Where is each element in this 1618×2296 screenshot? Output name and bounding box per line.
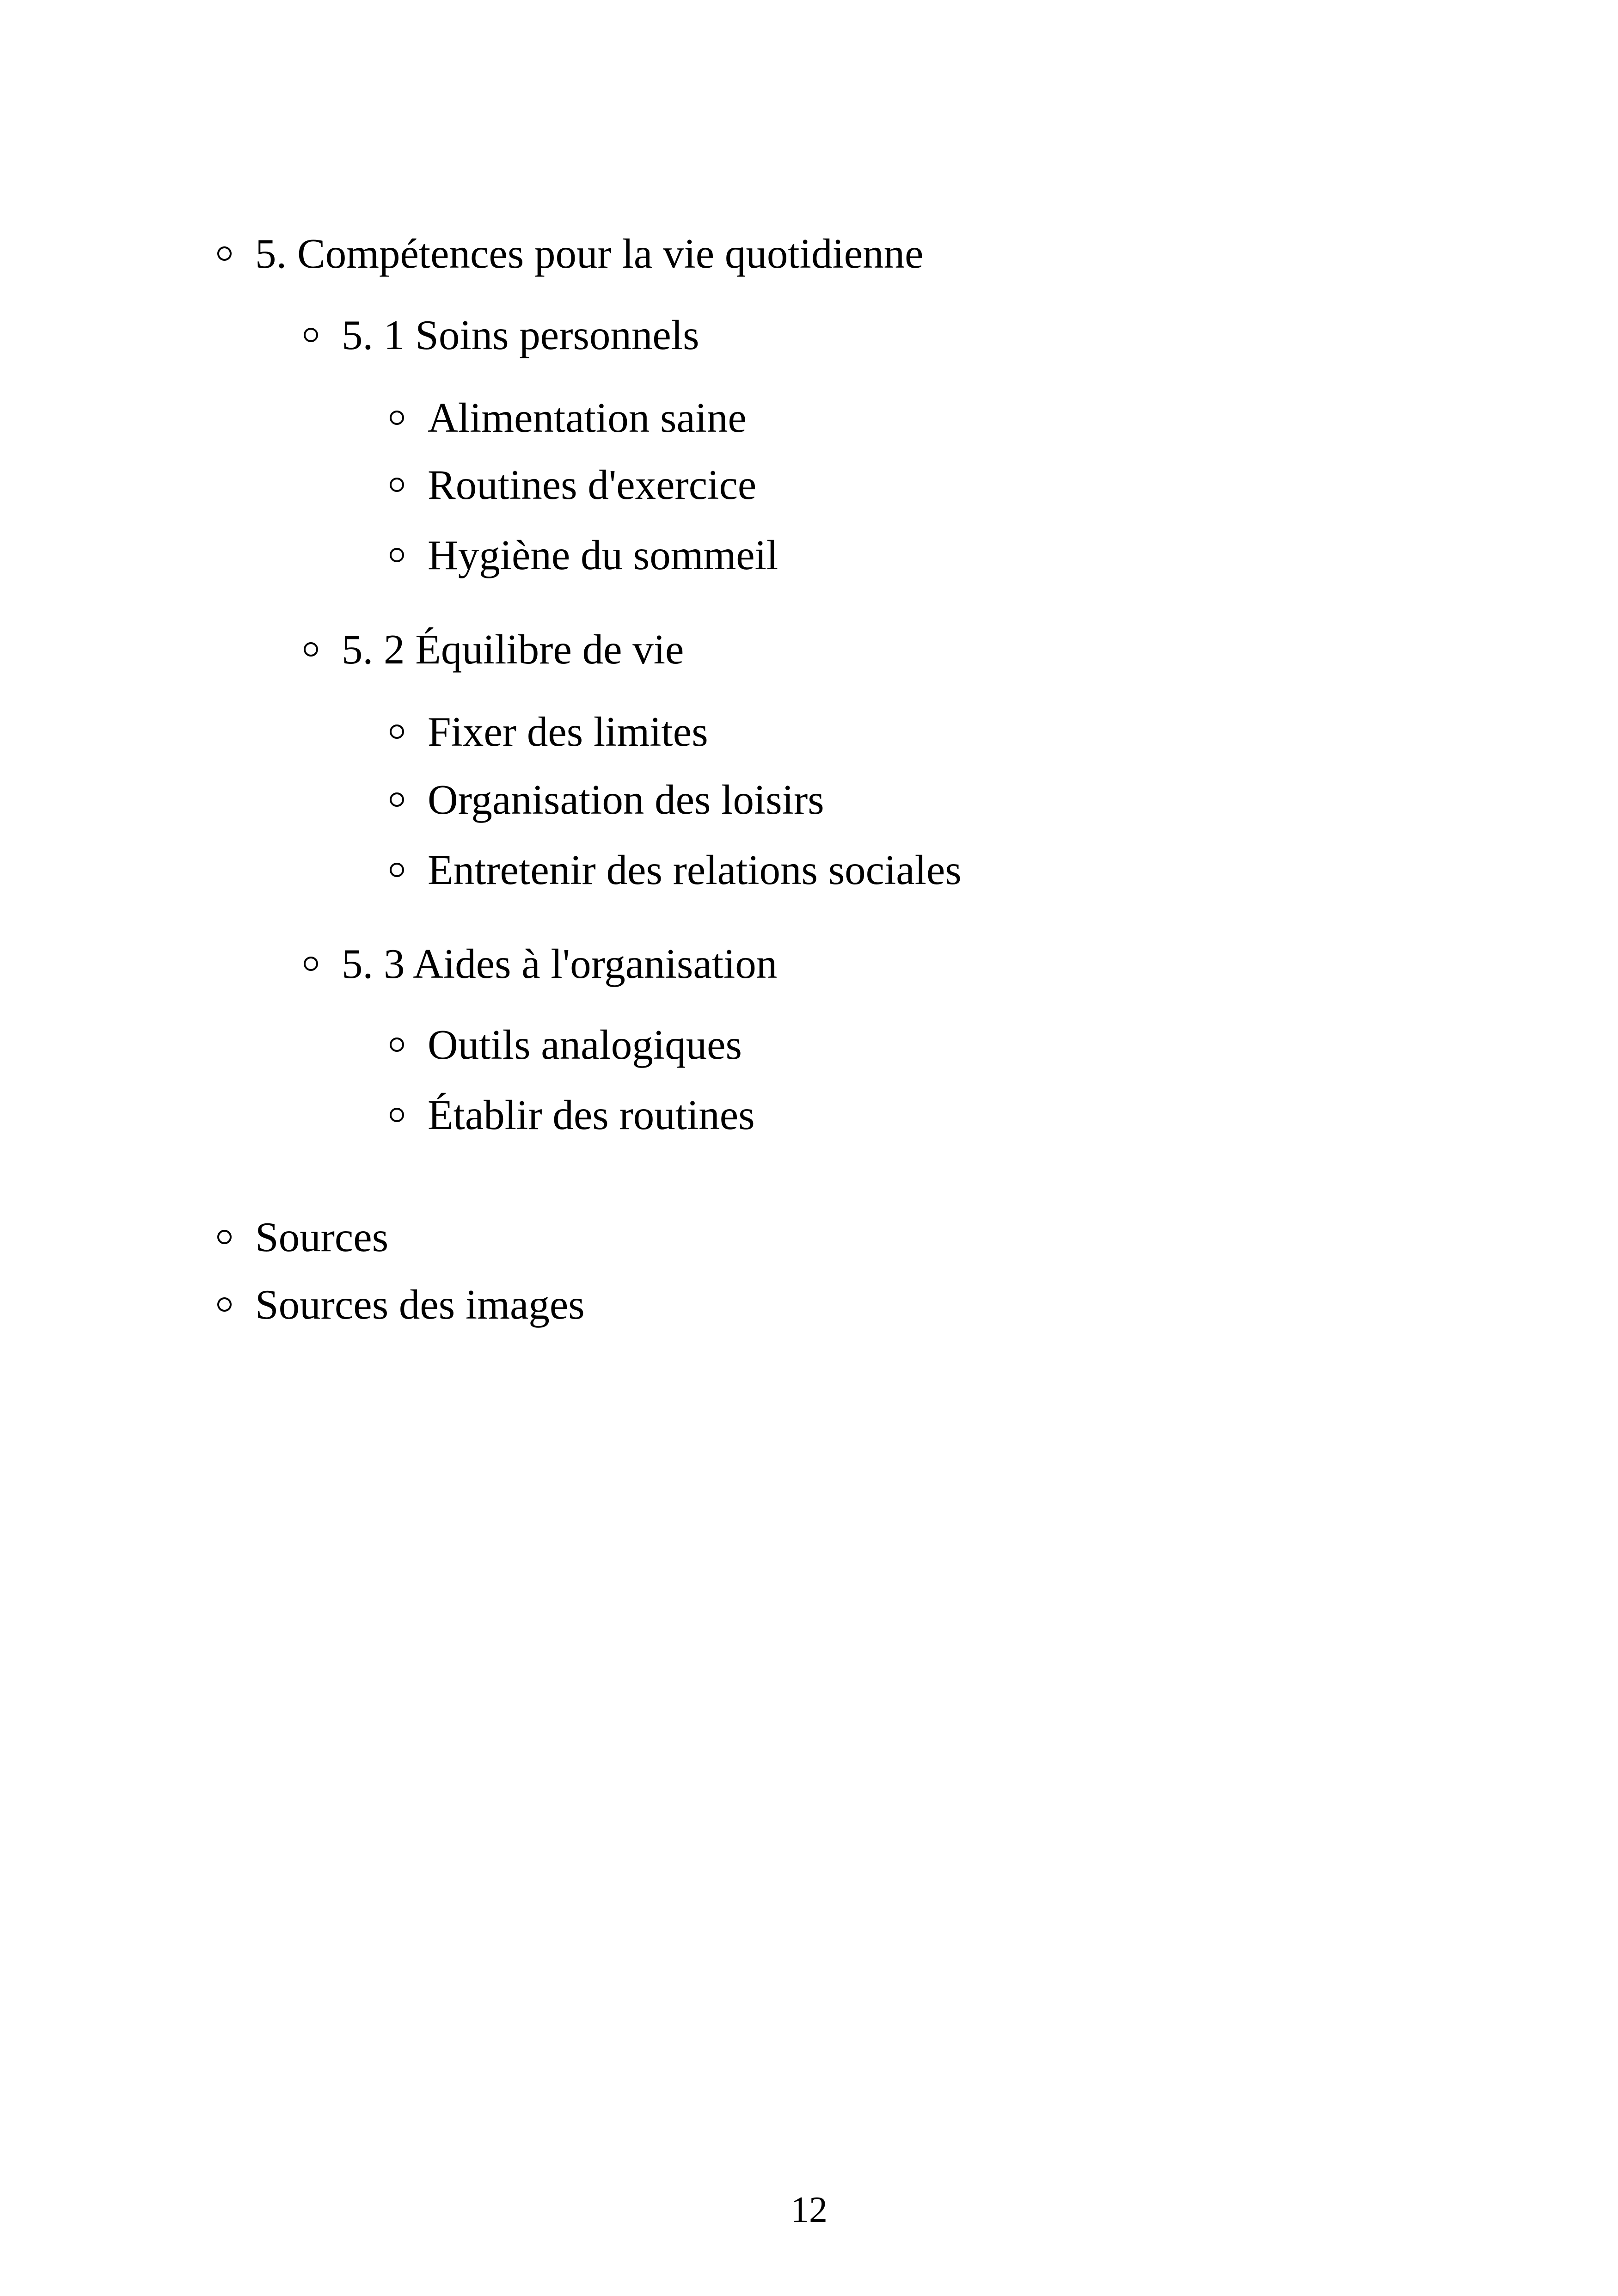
hollow-circle-bullet-icon <box>390 1037 404 1052</box>
hollow-circle-bullet-icon <box>304 642 318 657</box>
toc-entry-healthy-eating[interactable] <box>390 394 747 441</box>
toc-entry-label: Organisation des loisirs <box>428 776 824 823</box>
toc-entry-setting-limits[interactable] <box>390 708 708 755</box>
toc-entry-label: Fixer des limites <box>428 708 708 755</box>
hollow-circle-bullet-icon <box>390 548 404 562</box>
hollow-circle-bullet-icon <box>217 1297 232 1312</box>
toc-entry-social-relations[interactable] <box>390 849 962 891</box>
toc-entry-label: Alimentation saine <box>428 394 747 441</box>
toc-entry-label: Sources <box>255 1214 389 1260</box>
toc-entry-label: Entretenir des relations sociales <box>428 847 962 893</box>
hollow-circle-bullet-icon <box>390 863 404 877</box>
hollow-circle-bullet-icon <box>217 1230 232 1244</box>
toc-entry-label: Établir des routines <box>428 1092 755 1138</box>
toc-entry-sources[interactable] <box>217 1216 388 1258</box>
hollow-circle-bullet-icon <box>390 724 404 739</box>
hollow-circle-bullet-icon <box>217 246 232 261</box>
toc-entry-label: Sources des images <box>255 1281 585 1328</box>
toc-entry-label: 5. 1 Soins personnels <box>342 312 699 358</box>
hollow-circle-bullet-icon <box>390 478 404 492</box>
toc-entry-label: Routines d'exercice <box>428 461 757 508</box>
toc-entry-section-5-2[interactable] <box>304 626 684 673</box>
hollow-circle-bullet-icon <box>304 957 318 971</box>
toc-entry-label: Hygiène du sommeil <box>428 532 778 578</box>
toc-entry-label: 5. 2 Équilibre de vie <box>342 626 684 673</box>
page-number: 12 <box>791 2190 827 2230</box>
toc-entry-exercise-routines[interactable] <box>390 461 757 508</box>
hollow-circle-bullet-icon <box>390 411 404 425</box>
toc-entry-analog-tools[interactable] <box>390 1021 742 1068</box>
toc-entry-label: 5. Compétences pour la vie quotidienne <box>255 230 924 277</box>
toc-entry-establishing-routines[interactable] <box>390 1094 755 1136</box>
toc-entry-section-5-1[interactable] <box>304 314 699 356</box>
toc-entry-label: Outils analogiques <box>428 1021 742 1068</box>
toc-entry-label: 5. 3 Aides à l'organisation <box>342 940 778 987</box>
hollow-circle-bullet-icon <box>390 1108 404 1122</box>
toc-entry-leisure-organisation[interactable] <box>390 776 824 823</box>
toc-entry-section-5-3[interactable] <box>304 940 778 987</box>
toc-entry-sleep-hygiene[interactable] <box>390 534 778 576</box>
toc-entry-section-5[interactable] <box>217 230 924 277</box>
hollow-circle-bullet-icon <box>390 792 404 807</box>
hollow-circle-bullet-icon <box>304 328 318 342</box>
toc-entry-image-sources[interactable] <box>217 1283 585 1326</box>
